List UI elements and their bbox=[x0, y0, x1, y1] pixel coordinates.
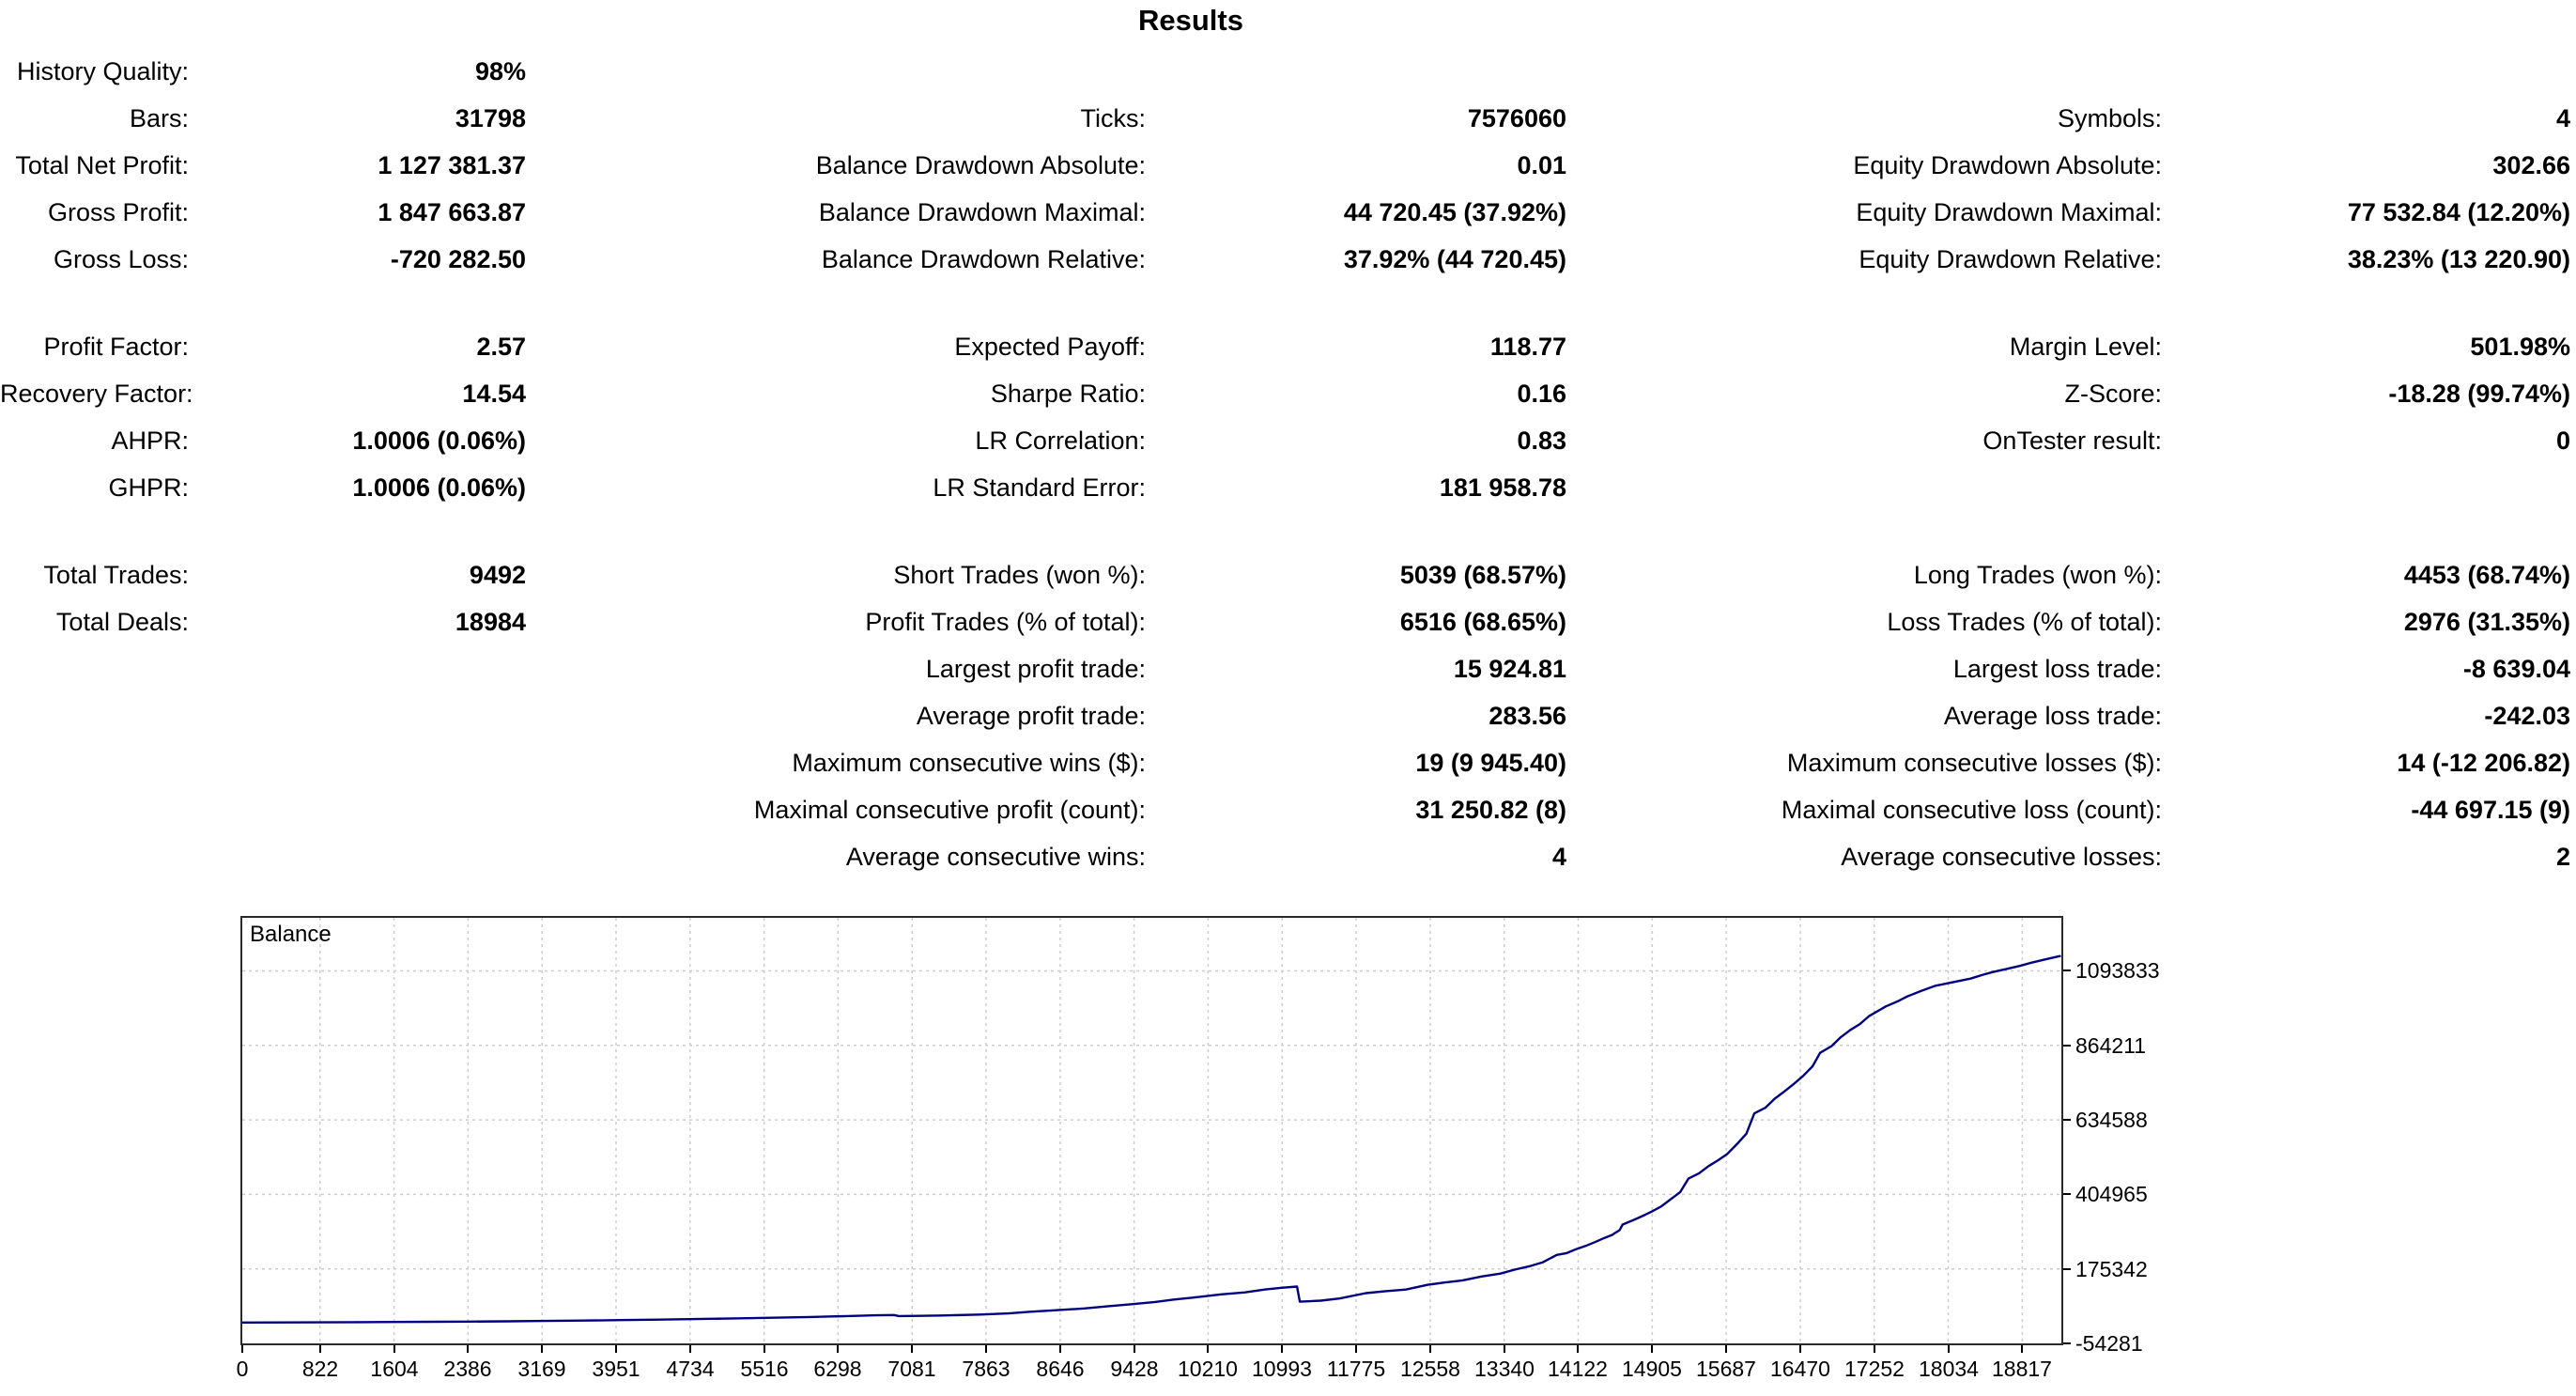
stat-label: AHPR: bbox=[111, 426, 189, 455]
stat-value: 15 924.81 bbox=[1453, 654, 1566, 683]
x-axis-tick bbox=[911, 1345, 913, 1353]
x-axis-label: 11775 bbox=[1326, 1357, 1386, 1381]
stats-group-3 bbox=[0, 551, 2570, 880]
stat-label: Equity Drawdown Relative: bbox=[1859, 244, 2162, 273]
stat-value: -8 639.04 bbox=[2462, 654, 2570, 683]
stats-row bbox=[0, 236, 2570, 283]
stat-value: 0.01 bbox=[1517, 150, 1566, 179]
stat-value: 7576060 bbox=[1467, 103, 1566, 132]
stat-label: Profit Factor: bbox=[43, 332, 189, 361]
stat-value: 77 532.84 (12.20%) bbox=[2347, 197, 2570, 226]
stat-label: Margin Level: bbox=[2009, 332, 2162, 361]
x-axis-tick bbox=[1207, 1345, 1209, 1353]
y-axis-tick bbox=[2063, 1268, 2071, 1270]
stat-label: Long Trades (won %): bbox=[1913, 560, 2162, 589]
stats-group-2 bbox=[0, 323, 2570, 511]
x-axis-tick bbox=[1948, 1345, 1950, 1353]
stat-value: -242.03 bbox=[2484, 701, 2570, 730]
x-axis-label: 2386 bbox=[443, 1357, 492, 1381]
stat-label: Balance Drawdown Relative: bbox=[821, 244, 1146, 273]
x-axis-tick bbox=[541, 1345, 543, 1353]
stat-label: Maximum consecutive wins ($): bbox=[792, 748, 1146, 777]
stat-label: Total Net Profit: bbox=[15, 150, 189, 179]
stats-row bbox=[0, 692, 2570, 739]
x-axis-label: 14122 bbox=[1548, 1357, 1608, 1381]
y-axis-label: 404965 bbox=[2075, 1182, 2148, 1206]
stat-label: Balance Drawdown Maximal: bbox=[818, 197, 1146, 226]
x-axis-tick bbox=[1874, 1345, 1875, 1353]
x-axis-tick bbox=[1725, 1345, 1727, 1353]
stat-value: 14.54 bbox=[462, 379, 526, 408]
x-axis-tick bbox=[689, 1345, 691, 1353]
stats-row bbox=[0, 598, 2570, 645]
stat-label: Equity Drawdown Absolute: bbox=[1853, 150, 2162, 179]
x-axis-tick bbox=[241, 1345, 243, 1353]
stats-row bbox=[0, 48, 2570, 95]
stats-row bbox=[0, 464, 2570, 511]
stat-value: 0 bbox=[2555, 426, 2570, 455]
stat-label: Average consecutive wins: bbox=[845, 842, 1146, 871]
x-axis-label: 17252 bbox=[1844, 1357, 1905, 1381]
x-axis-label: 7863 bbox=[962, 1357, 1010, 1381]
x-axis-label: 4734 bbox=[666, 1357, 715, 1381]
stat-label: Balance Drawdown Absolute: bbox=[815, 150, 1146, 179]
stat-value: 2976 (31.35%) bbox=[2403, 607, 2570, 636]
x-axis-label: 10993 bbox=[1252, 1357, 1312, 1381]
balance-chart[interactable] bbox=[240, 916, 2063, 1345]
x-axis-tick bbox=[1281, 1345, 1283, 1353]
stat-value: 31798 bbox=[455, 103, 526, 132]
x-axis-label: 18817 bbox=[1992, 1357, 2052, 1381]
x-axis-tick bbox=[2021, 1345, 2023, 1353]
stat-value: 501.98% bbox=[2470, 332, 2570, 361]
stat-value: 9492 bbox=[469, 560, 526, 589]
x-axis-label: 13340 bbox=[1474, 1357, 1535, 1381]
stat-label: Z-Score: bbox=[2064, 379, 2162, 408]
stat-label: Average profit trade: bbox=[916, 701, 1146, 730]
stat-label: Largest profit trade: bbox=[925, 654, 1146, 683]
stat-value: 283.56 bbox=[1489, 701, 1566, 730]
stats-row bbox=[0, 833, 2570, 880]
stat-label: Largest loss trade: bbox=[1952, 654, 2162, 683]
y-axis-tick bbox=[2063, 969, 2071, 971]
stats-row bbox=[0, 142, 2570, 189]
stat-value: 98% bbox=[474, 56, 526, 85]
x-axis-tick bbox=[1059, 1345, 1061, 1353]
stat-label: Maximal consecutive loss (count): bbox=[1781, 795, 2162, 824]
x-axis-tick bbox=[615, 1345, 617, 1353]
stats-row bbox=[0, 739, 2570, 786]
y-axis-label: 634588 bbox=[2075, 1108, 2148, 1132]
x-axis-label: 16470 bbox=[1770, 1357, 1830, 1381]
stat-value: 6516 (68.65%) bbox=[1399, 607, 1566, 636]
stats-row bbox=[0, 370, 2570, 417]
y-axis-label: -54281 bbox=[2075, 1331, 2143, 1356]
x-axis-tick bbox=[837, 1345, 839, 1353]
stat-label: Average consecutive losses: bbox=[1841, 842, 2162, 871]
stats-row bbox=[0, 323, 2570, 370]
stat-value: 14 (-12 206.82) bbox=[2397, 748, 2570, 777]
x-axis-tick bbox=[319, 1345, 321, 1353]
stat-value: 5039 (68.57%) bbox=[1399, 560, 1566, 589]
stat-label: History Quality: bbox=[16, 56, 189, 85]
stat-value: 118.77 bbox=[1489, 332, 1566, 361]
x-axis-label: 5516 bbox=[740, 1357, 789, 1381]
stat-label: Ticks: bbox=[1080, 103, 1146, 132]
x-axis-label: 1604 bbox=[370, 1357, 419, 1381]
x-axis-tick bbox=[1134, 1345, 1135, 1353]
stat-value: 19 (9 945.40) bbox=[1415, 748, 1566, 777]
x-axis-tick bbox=[1799, 1345, 1801, 1353]
stat-label: Bars: bbox=[129, 103, 189, 132]
stat-value: 1.0006 (0.06%) bbox=[352, 473, 526, 502]
balance-curve-plot[interactable] bbox=[242, 918, 2061, 1343]
stat-label: Expected Payoff: bbox=[954, 332, 1146, 361]
x-axis-label: 3169 bbox=[517, 1357, 566, 1381]
x-axis-tick bbox=[1504, 1345, 1505, 1353]
chart-legend-balance: Balance bbox=[250, 922, 332, 947]
stat-value: 31 250.82 (8) bbox=[1415, 795, 1566, 824]
stat-label: Gross Loss: bbox=[53, 244, 189, 273]
stats-row bbox=[0, 645, 2570, 692]
page-title: Results bbox=[1138, 4, 1243, 37]
x-axis-tick bbox=[467, 1345, 469, 1353]
stat-value: 38.23% (13 220.90) bbox=[2347, 244, 2570, 273]
x-axis-tick bbox=[393, 1345, 395, 1353]
stat-value: 4 bbox=[1551, 842, 1566, 871]
x-axis-tick bbox=[985, 1345, 987, 1353]
y-axis-tick bbox=[2063, 1193, 2071, 1195]
stats-table bbox=[0, 48, 2570, 880]
stat-label: Average loss trade: bbox=[1943, 701, 2162, 730]
x-axis-label: 0 bbox=[236, 1357, 249, 1381]
stat-value: 4 bbox=[2555, 103, 2570, 132]
x-axis-tick bbox=[1355, 1345, 1357, 1353]
y-axis-tick bbox=[2063, 1045, 2071, 1047]
stats-group-1 bbox=[0, 48, 2570, 283]
x-axis-label: 12558 bbox=[1400, 1357, 1460, 1381]
stat-value: 44 720.45 (37.92%) bbox=[1343, 197, 1566, 226]
stat-label: Symbols: bbox=[2057, 103, 2162, 132]
stat-label: Equity Drawdown Maximal: bbox=[1856, 197, 2162, 226]
stat-label: OnTester result: bbox=[1982, 426, 2162, 455]
stat-value: 2.57 bbox=[476, 332, 526, 361]
stat-label: Maximal consecutive profit (count): bbox=[753, 795, 1146, 824]
stat-value: 18984 bbox=[455, 607, 526, 636]
stat-value: 37.92% (44 720.45) bbox=[1343, 244, 1566, 273]
x-axis-label: 14905 bbox=[1622, 1357, 1682, 1381]
stat-label: Loss Trades (% of total): bbox=[1887, 607, 2162, 636]
stat-label: Recovery Factor: bbox=[0, 379, 193, 408]
x-axis-label: 10210 bbox=[1178, 1357, 1238, 1381]
stat-value: 1.0006 (0.06%) bbox=[352, 426, 526, 455]
stat-label: Maximum consecutive losses ($): bbox=[1786, 748, 2162, 777]
stat-label: Total Deals: bbox=[55, 607, 189, 636]
stat-label: GHPR: bbox=[108, 473, 189, 502]
x-axis-tick bbox=[1651, 1345, 1653, 1353]
stat-value: 0.16 bbox=[1517, 379, 1566, 408]
stats-row bbox=[0, 786, 2570, 833]
x-axis-tick bbox=[1429, 1345, 1431, 1353]
stats-row bbox=[0, 95, 2570, 142]
y-axis-label: 864211 bbox=[2075, 1033, 2147, 1058]
stat-value: -44 697.15 (9) bbox=[2411, 795, 2570, 824]
stat-value: 0.83 bbox=[1517, 426, 1566, 455]
x-axis-label: 6298 bbox=[813, 1357, 862, 1381]
stat-value: -720 282.50 bbox=[390, 244, 526, 273]
y-axis-tick bbox=[2063, 1119, 2071, 1121]
stat-value: 1 847 663.87 bbox=[378, 197, 526, 226]
stat-label: Short Trades (won %): bbox=[893, 560, 1146, 589]
stat-value: -18.28 (99.74%) bbox=[2388, 379, 2570, 408]
y-axis-label: 1093833 bbox=[2075, 958, 2160, 983]
x-axis-label: 7081 bbox=[887, 1357, 936, 1381]
x-axis-label: 822 bbox=[301, 1357, 339, 1381]
x-axis-label: 18034 bbox=[1919, 1357, 1979, 1381]
x-axis-label: 3951 bbox=[592, 1357, 640, 1381]
stat-label: Sharpe Ratio: bbox=[990, 379, 1146, 408]
stat-value: 1 127 381.37 bbox=[378, 150, 526, 179]
y-axis-label: 175342 bbox=[2075, 1257, 2148, 1281]
stat-value: 181 958.78 bbox=[1439, 473, 1566, 502]
x-axis-tick bbox=[1577, 1345, 1579, 1353]
x-axis-label: 9428 bbox=[1110, 1357, 1159, 1381]
stats-row bbox=[0, 417, 2570, 464]
stat-label: Profit Trades (% of total): bbox=[865, 607, 1146, 636]
stat-value: 302.66 bbox=[2492, 150, 2570, 179]
balance-line bbox=[242, 956, 2060, 1323]
stat-label: Gross Profit: bbox=[47, 197, 189, 226]
stat-label: Total Trades: bbox=[43, 560, 189, 589]
stats-row bbox=[0, 551, 2570, 598]
stat-value: 4453 (68.74%) bbox=[2403, 560, 2570, 589]
y-axis-tick bbox=[2063, 1342, 2071, 1344]
stat-value: 2 bbox=[2555, 842, 2570, 871]
stat-label: LR Standard Error: bbox=[933, 473, 1146, 502]
x-axis-label: 8646 bbox=[1036, 1357, 1085, 1381]
x-axis-tick bbox=[764, 1345, 765, 1353]
stats-row bbox=[0, 189, 2570, 236]
x-axis-label: 15687 bbox=[1696, 1357, 1756, 1381]
stat-label: LR Correlation: bbox=[975, 426, 1146, 455]
